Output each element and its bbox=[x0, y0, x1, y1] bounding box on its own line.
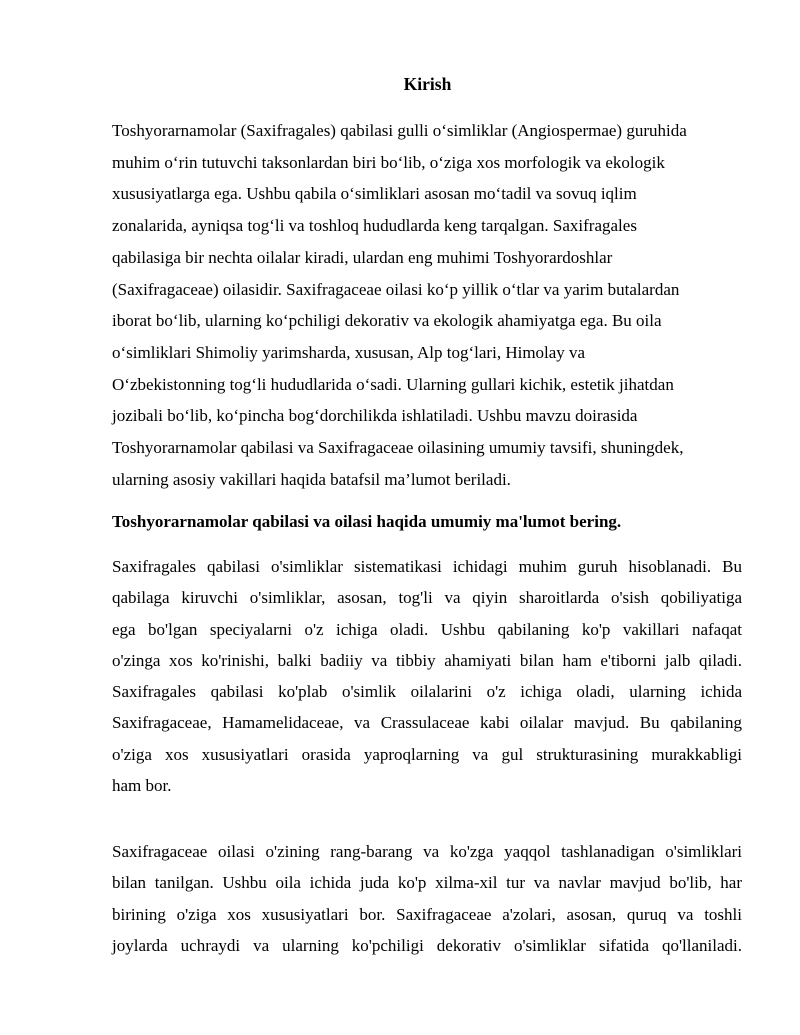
intro-line: (Saxifragaceae) oilasidir. Saxifragaceae oilasi ko‘p yillik o‘tlar va yarim butalardan bbox=[112, 279, 680, 299]
paragraph-line: ham bor. bbox=[112, 776, 172, 796]
paragraph-line: bilan tanilgan. Ushbu oila ichida juda ko'p xilma-xil tur va navlar mavjud bo'lib, har bbox=[112, 873, 742, 893]
document-title: Kirish bbox=[403, 74, 452, 94]
body-paragraph-2 bbox=[112, 551, 742, 801]
intro-line: zonalarida, ayniqsa tog‘li va toshloq hududlarda keng tarqalgan. Saxifragales bbox=[112, 216, 637, 236]
paragraph-line: ega bo'lgan speciyalarni o'z ichiga oladi. Ushbu qabilaning ko'p vakillari nafaqat bbox=[112, 619, 742, 639]
paragraph-line: o'ziga xos xususiyatlari orasida yaproqlarning va gul strukturasining murakkabligi bbox=[112, 744, 742, 764]
intro-line: muhim o‘rin tutuvchi taksonlardan biri bo‘lib, o‘ziga xos morfologik va ekologik bbox=[112, 152, 665, 172]
paragraph-line: joylarda uchraydi va ularning ko'pchiligi dekorativ o'simliklar sifatida qo'llaniladi. bbox=[112, 935, 742, 955]
intro-line: qabilasiga bir nechta oilalar kiradi, ulardan eng muhimi Toshyorardoshlar bbox=[112, 247, 613, 267]
paragraph-line: qabilaga kiruvchi o'simliklar, asosan, tog'li va qiyin sharoitlarda o'sish qobiliyatiga bbox=[112, 588, 742, 608]
intro-line: jozibali bo‘lib, ko‘pincha bog‘dorchilikda ishlatiladi. Ushbu mavzu doirasida bbox=[112, 406, 638, 426]
paragraph-line: o'zinga xos ko'rinishi, balki badiiy va tibbiy ahamiyati bilan ham e'tiborni jalb qiladi. bbox=[112, 650, 742, 670]
paragraph-line: birining o'ziga xos xususiyatlari bor. Saxifragaceae a'zolari, asosan, quruq va toshli bbox=[112, 904, 742, 924]
intro-line: o‘simliklari Shimoliy yarimsharda, xususan, Alp tog‘lari, Himolay va bbox=[112, 342, 586, 362]
intro-line: iborat bo‘lib, ularning ko‘pchiligi dekorativ va ekologik ahamiyatga ega. Bu oila bbox=[112, 311, 662, 331]
paragraph-line: Saxifragales qabilasi o'simliklar sistematikasi ichidagi muhim guruh hisoblanadi. Bu bbox=[112, 557, 742, 576]
section-heading: Toshyorarnamolar qabilasi va oilasi haqida umumiy ma'lumot bering. bbox=[112, 512, 622, 531]
intro-line: O‘zbekistonning tog‘li hududlarida o‘sadi. Ularning gullari kichik, estetik jihatdan bbox=[112, 374, 674, 394]
intro-paragraph bbox=[112, 115, 742, 495]
intro-line: ularning asosiy vakillari haqida batafsil ma’lumot beriladi. bbox=[112, 469, 511, 489]
paragraph-line: Saxifragaceae, Hamamelidaceae, va Crassulaceae kabi oilalar mavjud. Bu qabilaning bbox=[112, 713, 742, 733]
intro-line: xususiyatlarga ega. Ushbu qabila o‘simliklari asosan mo‘tadil va sovuq iqlim bbox=[112, 184, 637, 204]
body-paragraph-3 bbox=[112, 836, 742, 961]
intro-line: Toshyorarnamolar (Saxifragales) qabilasi gulli o‘simliklar (Angiospermae) guruhida bbox=[112, 121, 687, 140]
intro-line: Toshyorarnamolar qabilasi va Saxifragaceae oilasining umumiy tavsifi, shuningdek, bbox=[112, 438, 684, 458]
paragraph-line: Saxifragaceae oilasi o'zining rang-barang va ko'zga yaqqol tashlanadigan o'simliklari bbox=[112, 842, 742, 861]
paragraph-line: Saxifragales qabilasi ko'plab o'simlik oilalarini o'z ichiga oladi, ularning ichida bbox=[112, 682, 742, 702]
